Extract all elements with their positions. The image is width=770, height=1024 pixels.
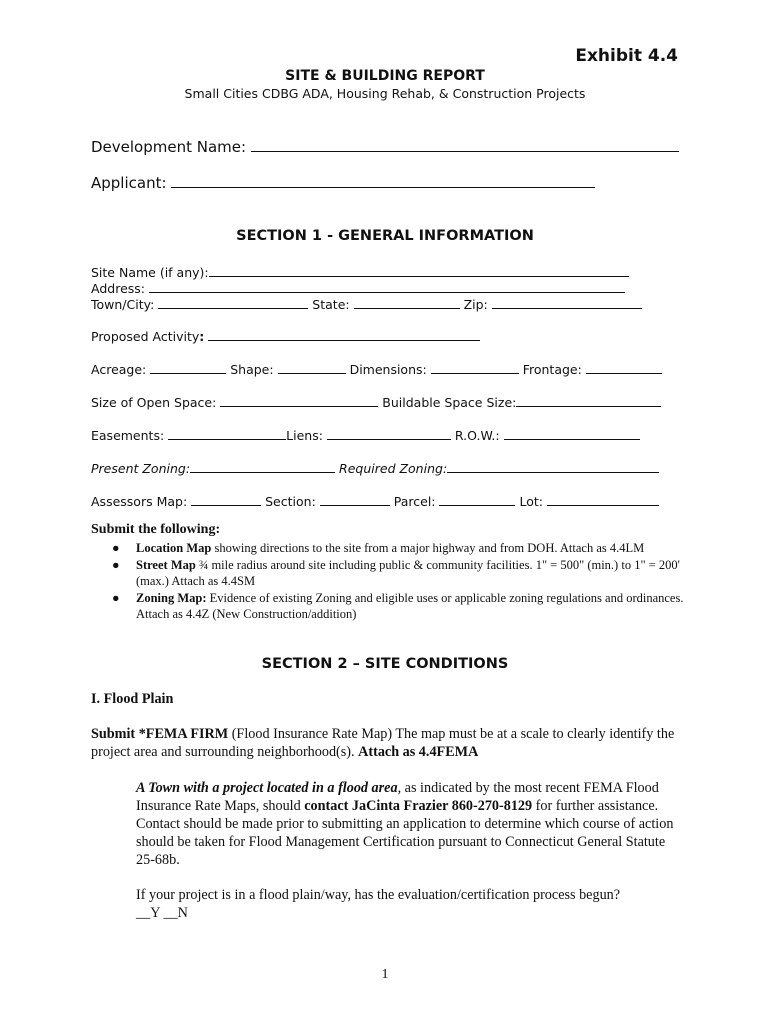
assessors-map-label: Assessors Map: — [91, 494, 188, 509]
present-zoning-field[interactable] — [190, 458, 335, 473]
lot-field[interactable] — [547, 491, 659, 506]
site-name-label: Site Name (if any): — [91, 265, 209, 280]
flood-question — [136, 886, 681, 922]
section1-heading: SECTION 1 - GENERAL INFORMATION — [236, 228, 534, 244]
section2-heading: SECTION 2 – SITE CONDITIONS — [261, 656, 509, 672]
row-label: R.O.W.: — [454, 428, 500, 443]
fema-text: (Flood Insurance Rate Map) The map must be at a scale to clearly identify the project area and surrounding neighborhood(s). — [91, 726, 675, 760]
shape-field[interactable] — [278, 359, 346, 374]
liens-field[interactable] — [327, 425, 451, 440]
item-text: Evidence of existing Zoning and eligible uses or applicable zoning regulations and ordinances. Attach as 4.4Z (New Construction/addition) — [136, 590, 684, 621]
bullet-icon: ● — [112, 541, 120, 555]
assessors-row — [91, 491, 659, 509]
zoning-row — [91, 458, 659, 476]
development-name-field[interactable] — [251, 137, 679, 152]
address-field[interactable] — [149, 278, 625, 293]
assessors-map-field[interactable] — [191, 491, 261, 506]
town-city-field[interactable] — [158, 294, 308, 309]
fema-paragraph — [91, 725, 681, 761]
submit-list — [91, 540, 691, 623]
zip-field[interactable] — [492, 294, 642, 309]
applicant-label: Applicant: — [91, 174, 167, 192]
open-space-label: Size of Open Space: — [91, 395, 217, 410]
flood-plain-heading: I. Flood Plain — [91, 691, 174, 707]
buildable-space-field[interactable] — [516, 392, 661, 407]
applicant-field[interactable] — [171, 173, 595, 188]
parcel-label: Parcel: — [393, 494, 436, 509]
liens-label: Liens: — [286, 428, 323, 443]
exhibit-label: Exhibit 4.4 — [575, 46, 678, 66]
town-bolditalic: A Town with a project located in a flood area — [136, 780, 398, 796]
state-label: State: — [312, 297, 350, 312]
bullet-icon: ● — [112, 557, 120, 572]
fema-attach: Attach as 4.4FEMA — [358, 744, 479, 760]
buildable-space-label: Buildable Space Size: — [382, 395, 517, 410]
address-label: Address: — [91, 281, 145, 296]
item-bold: Location Map — [136, 541, 212, 555]
proposed-activity-row — [91, 326, 480, 344]
list-item — [91, 590, 691, 623]
lot-label: Lot: — [519, 494, 543, 509]
open-space-field[interactable] — [220, 392, 378, 407]
report-title: SITE & BUILDING REPORT — [285, 68, 485, 84]
acreage-label: Acreage: — [91, 362, 147, 377]
easements-label: Easements: — [91, 428, 165, 443]
dimensions-field[interactable] — [431, 359, 519, 374]
item-text: ¾ mile radius around site including public & community facilities. 1" = 500" (min.) to 1" = 200' (max.) Attach as 4.4SM — [136, 557, 680, 588]
zip-label: Zip: — [463, 297, 488, 312]
proposed-activity-field[interactable] — [208, 326, 480, 341]
section-label: Section: — [265, 494, 316, 509]
submit-heading: Submit the following: — [91, 522, 221, 537]
town-text1: , as indicated by the most recent FEMA Flood Insurance Rate Maps, should — [136, 780, 659, 814]
required-zoning-field[interactable] — [447, 458, 659, 473]
page-number: 1 — [381, 967, 389, 982]
section-field[interactable] — [320, 491, 390, 506]
row-field[interactable] — [504, 425, 640, 440]
list-item — [91, 557, 691, 590]
parcel-field[interactable] — [439, 491, 515, 506]
list-item — [91, 540, 691, 557]
question-text: If your project is in a flood plain/way, has the evaluation/certification process begun? — [136, 887, 621, 903]
town-paragraph — [136, 779, 681, 869]
development-name-row — [91, 137, 679, 156]
space-row — [91, 392, 661, 410]
yes-no-answer[interactable]: __Y __N — [136, 905, 188, 921]
applicant-row — [91, 173, 595, 192]
town-text2: for further assistance. Contact should be made prior to submitting an application to determine which course of action should be taken for Flood Management Certification pursuant to Connecticut General Statute 25-68b. — [136, 798, 674, 868]
present-zoning-label: Present Zoning: — [91, 461, 191, 476]
item-text: showing directions to the site from a major highway and from DOH. Attach as 4.4LM — [211, 541, 645, 555]
fema-bold: Submit *FEMA FIRM — [91, 726, 229, 742]
development-name-label: Development Name: — [91, 138, 247, 156]
shape-label: Shape: — [230, 362, 274, 377]
town-city-label: Town/City: — [91, 297, 155, 312]
town-state-zip-row — [91, 294, 642, 312]
site-name-field[interactable] — [209, 262, 629, 277]
proposed-activity-label: Proposed Activity — [91, 329, 200, 344]
item-bold: Zoning Map: — [136, 590, 207, 605]
bullet-icon: ● — [112, 590, 120, 605]
dimensions-label: Dimensions: — [349, 362, 427, 377]
contact-info: contact JaCinta Frazier 860-270-8129 — [304, 798, 533, 814]
acreage-row — [91, 359, 662, 377]
frontage-label: Frontage: — [522, 362, 582, 377]
easements-field[interactable] — [168, 425, 286, 440]
required-zoning-label: Required Zoning: — [339, 461, 448, 476]
easements-row — [91, 425, 640, 443]
report-subtitle: Small Cities CDBG ADA, Housing Rehab, & Construction Projects — [184, 86, 586, 101]
state-field[interactable] — [354, 294, 460, 309]
item-bold: Street Map — [136, 557, 196, 572]
acreage-field[interactable] — [150, 359, 226, 374]
proposed-activity-colon: : — [199, 329, 205, 344]
frontage-field[interactable] — [586, 359, 662, 374]
